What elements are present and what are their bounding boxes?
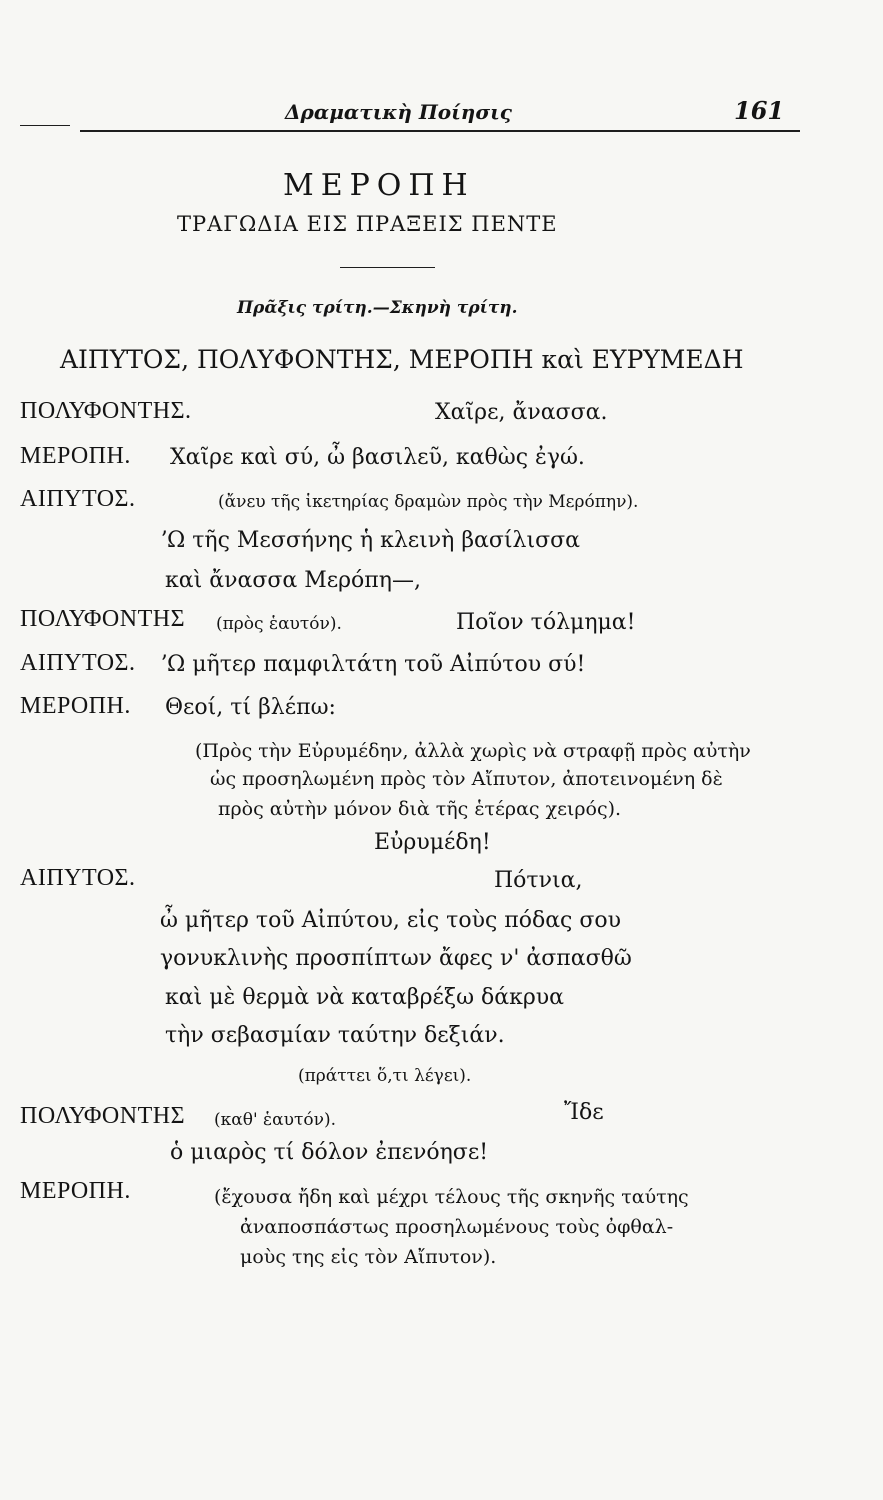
stage-direction: (πράττει ὅ,τι λέγει). [298,1066,472,1086]
stage-direction-line: πρὸς αὐτὴν μόνον διὰ τῆς ἑτέρας χειρός). [218,798,622,820]
stage-direction: (καθ' ἑαυτόν). [214,1110,336,1130]
dialogue-line: Θεοί, τί βλέπω: [165,695,336,720]
page-number: 161 [734,96,785,125]
dialogue-line: ʼΩ μῆτερ παμφιλτάτη τοῦ Αἰπύτου σύ! [160,652,586,677]
stage-direction-line: (ἔχουσα ἤδη καὶ μέχρι τέλους τῆς σκηνῆς ταύτης [214,1186,689,1208]
speaker-aipytos: ΑΙΠΥΤΟΣ. [20,650,136,676]
play-title: ΜΕΡΟΠΗ [283,168,475,203]
running-title: Δραματικὴ Ποίησις [285,100,512,124]
verse-line: τὴν σεβασμίαν ταύτην δεξιάν. [165,1023,505,1048]
stage-direction-line: (Πρὸς τὴν Εὐρυμέδην, ἀλλὰ χωρὶς νὰ στραφῇ πρὸς αὐτὴν [195,740,751,762]
stage-direction-line: ὡς προσηλωμένη πρὸς τὸν Αἴπυτον, ἀποτεινομένη δὲ [210,768,723,790]
verse-line: ὦ μῆτερ τοῦ Αἰπύτου, εἰς τοὺς πόδας σου [160,908,622,933]
speaker-aipytos: ΑΙΠΥΤΟΣ. [20,865,136,891]
dialogue-line: Χαῖρε καὶ σύ, ὦ βασιλεῦ, καθὼς ἐγώ. [170,445,585,470]
dialogue-line: Ἴδε [564,1100,604,1125]
speaker-merope: ΜΕΡΟΠΗ. [20,693,131,719]
cast-list: ΑΙΠΥΤΟΣ, ΠΟΛΥΦΟΝΤΗΣ, ΜΕΡΟΠΗ καὶ ΕΥΡΥΜΕΔΗ [60,345,744,374]
speaker-aipytos: ΑΙΠΥΤΟΣ. [20,486,136,512]
title-divider [340,267,435,268]
speaker-merope: ΜΕΡΟΠΗ. [20,443,131,469]
dialogue-line: Πότνια, [494,868,583,893]
verse-line: καὶ ἄνασσα Μερόπη—, [165,568,421,593]
stage-direction: (ἄνευ τῆς ἱκετηρίας δραμὼν πρὸς τὴν Μερόπην). [218,492,639,512]
speaker-polyphontes: ΠΟΛΥΦΟΝΤΗΣ. [20,398,192,424]
speaker-polyphontes: ΠΟΛΥΦΟΝΤΗΣ [20,1103,186,1129]
dialogue-line: Εὐρυμέδη! [374,830,491,855]
verse-line: γονυκλινὴς προσπίπτων ἄφες ν' ἀσπασθῶ [160,946,632,971]
dialogue-line: Ποῖον τόλμημα! [456,610,636,635]
stage-direction: (πρὸς ἑαυτόν). [216,614,342,634]
header-rule-left [20,125,70,126]
speaker-merope: ΜΕΡΟΠΗ. [20,1178,131,1204]
play-subtitle: ΤΡΑΓΩΔΙΑ ΕΙΣ ΠΡΑΞΕΙΣ ΠΕΝΤΕ [177,212,558,236]
act-scene-heading: Πρᾶξις τρίτη.—Σκηνὴ τρίτη. [237,298,518,318]
verse-line: ὁ μιαρὸς τί δόλον ἐπενόησε! [170,1140,489,1165]
verse-line: ʼΩ τῆς Μεσσήνης ἡ κλεινὴ βασίλισσα [160,528,581,553]
verse-line: καὶ μὲ θερμὰ νὰ καταβρέξω δάκρυα [165,985,565,1010]
dialogue-line: Χαῖρε, ἄνασσα. [435,400,608,425]
speaker-polyphontes: ΠΟΛΥΦΟΝΤΗΣ [20,606,186,632]
stage-direction-line: μοὺς της εἰς τὸν Αἴπυτον). [240,1246,497,1268]
stage-direction-line: ἀναποσπάστως προσηλωμένους τοὺς ὀφθαλ- [240,1216,674,1238]
header-rule [80,130,800,132]
